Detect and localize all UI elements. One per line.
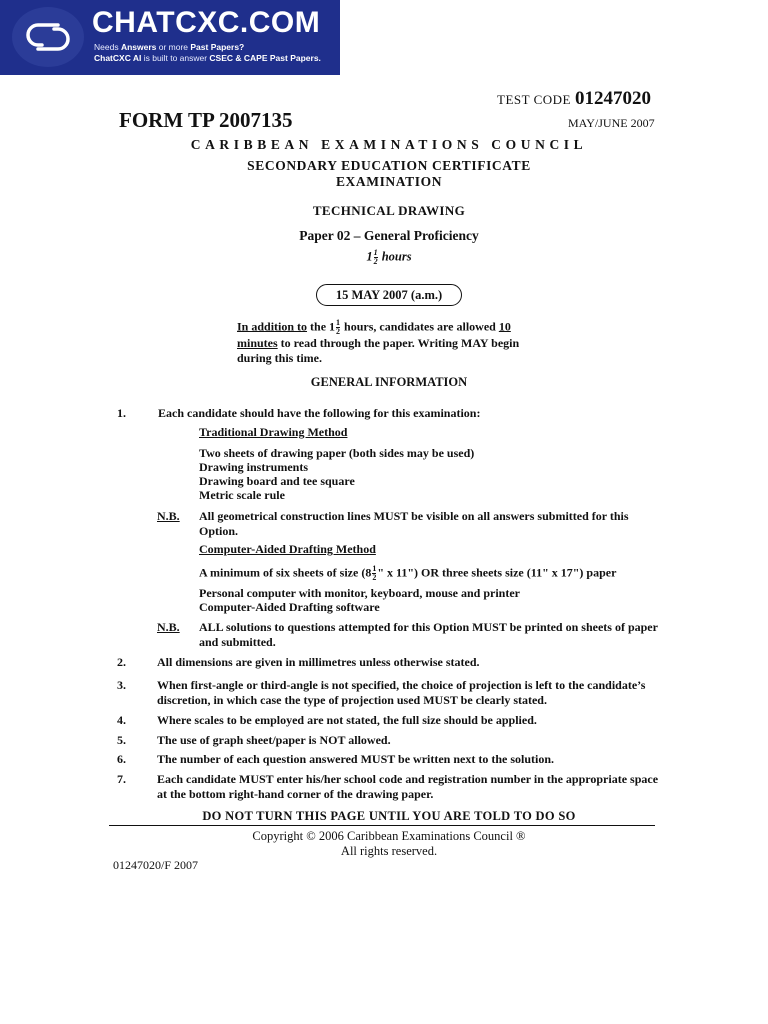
list-item: Two sheets of drawing paper (both sides may be used) (199, 446, 475, 460)
item-text: Each candidate MUST enter his/her school code and registration number in the appropriate space at the bottom right-hand corner of the drawing paper. (157, 772, 659, 801)
list-item: Computer-Aided Drafting software (199, 600, 380, 614)
item-text: Where scales to be employed are not stated, the full size should be applied. (157, 713, 537, 727)
cad-method-title: Computer-Aided Drafting Method (199, 542, 376, 556)
council-name: CARIBBEAN EXAMINATIONS COUNCIL (190, 137, 588, 152)
banner-tagline-1: Needs Answers or more Past Papers? (94, 42, 245, 52)
duration: 1 $\frac{1}{2}$ hours (366, 248, 412, 266)
certificate-line-1: SECONDARY EDUCATION CERTIFICATE (247, 158, 531, 173)
do-not-turn-notice: DO NOT TURN THIS PAGE UNTIL YOU ARE TOLD TO DO SO (202, 809, 576, 823)
item-number: 2. (117, 655, 126, 669)
paper-title: Paper 02 – General Proficiency (299, 228, 479, 243)
reading-time-notice: In addition to the 1 $\frac{1}{2}$ hours, candidates are allowed 10 minutes to read through the paper. Writing MAY begin during this time. (237, 318, 520, 365)
item-text: The use of graph sheet/paper is NOT allowed. (157, 733, 391, 747)
item-text: When first-angle or third-angle is not specified, the choice of projection is left to the candidate’s discretion, in which case the type of projection used MUST be clearly stated. (157, 678, 646, 707)
item-number: 6. (117, 752, 126, 766)
exam-date: 15 MAY 2007 (a.m.) (316, 284, 462, 306)
nb-label: N.B. (157, 509, 180, 523)
banner-title: CHATCXC.COM (92, 6, 321, 39)
nb-text: ALL solutions to questions attempted for this Option MUST be printed on sheets of paper and submitted. (199, 620, 658, 649)
item-number: 7. (117, 772, 126, 786)
item-number: 1. (117, 406, 126, 420)
item-text: Each candidate should have the following for this examination: (158, 406, 481, 420)
certificate-line-2: EXAMINATION (335, 174, 443, 189)
exam-session: MAY/JUNE 2007 (568, 116, 655, 130)
copyright: Copyright © 2006 Caribbean Examinations Council ® (252, 829, 526, 843)
subject-title: TECHNICAL DRAWING (312, 203, 466, 218)
traditional-method-title: Traditional Drawing Method (199, 425, 348, 439)
footer-divider (109, 825, 655, 826)
test-code: TEST CODE 01247020 (497, 88, 651, 109)
banner-tagline-2: ChatCXC AI is built to answer CSEC & CAPE Past Papers. (94, 53, 321, 63)
nb-label: N.B. (157, 620, 180, 634)
document-code: 01247020/F 2007 (113, 858, 199, 872)
nb-text: All geometrical construction lines MUST be visible on all answers submitted for this Option. (199, 509, 629, 538)
test-code-value: 01247020 (574, 88, 651, 109)
list-item: Drawing instruments (199, 460, 309, 474)
form-number: FORM TP 2007135 (119, 108, 293, 132)
item-number: 5. (117, 733, 126, 747)
general-information-heading: GENERAL INFORMATION (310, 375, 468, 389)
list-item: Personal computer with monitor, keyboard, mouse and printer (199, 586, 520, 600)
item-text: All dimensions are given in millimetres unless otherwise stated. (157, 655, 480, 669)
rights-reserved: All rights reserved. (340, 844, 438, 858)
item-number: 3. (117, 678, 126, 692)
list-item: A minimum of six sheets of size (8 $\frac{1}{2}$ " x 11") OR three sheets size (11" x 17") paper (199, 564, 617, 582)
chatcxc-banner[interactable] (0, 0, 340, 75)
item-number: 4. (117, 713, 126, 727)
list-item: Metric scale rule (199, 488, 285, 502)
item-text: The number of each question answered MUST be written next to the solution. (157, 752, 555, 766)
list-item: Drawing board and tee square (199, 474, 355, 488)
chatcxc-logo-icon (12, 7, 84, 67)
